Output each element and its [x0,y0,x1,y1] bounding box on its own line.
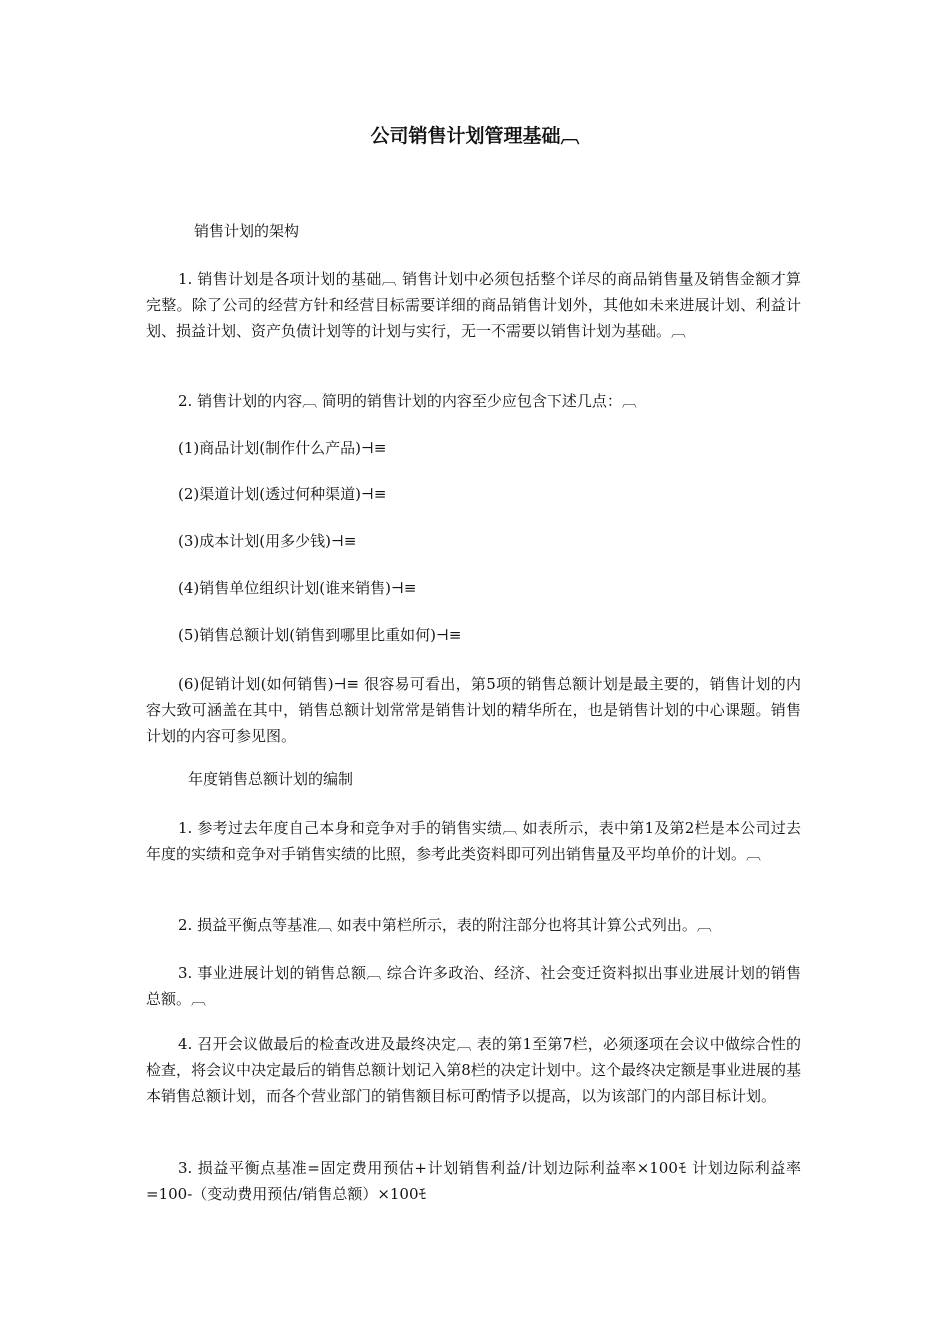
paragraph-business-development: 3. 事业进展计划的销售总额︹ 综合许多政治、经济、社会变迁资料拟出事业进展计划的销售总额。︹ [146,964,801,1008]
paragraph-break-even: 2. 损益平衡点等基准︹ 如表中第栏所示，表的附注部分也将其计算公式列出。︹ [178,916,712,934]
list-item-cost-plan: (3)成本计划(用多少钱)⊣≡ [178,532,357,550]
list-item-channel-plan: (2)渠道计划(透过何种渠道)⊣≡ [178,485,387,503]
section-heading-structure: 销售计划的架构 [194,222,300,240]
document-title: 公司销售计划管理基础︹ [370,125,580,147]
paragraph-promotion-plan: (6)促销计划(如何销售)⊣≡ 很容易可看出，第5项的销售总额计划是最主要的，销售计划的内容大致可涵盖在其中，销售总额计划常常是销售计划的精华所在，也是销售计划的中心课题。销售计划的内容可参见图。 [146,675,801,745]
paragraph-meeting-decision: 4. 召开会议做最后的检查改进及最终决定︹ 表的第1至第7栏，必须逐项在会议中做综合性的检查，将会议中决定最后的销售总额计划记入第8栏的决定计划中。这个最终决定额是事业进展的基本销售总额计划，而各个营业部门的销售额目标可酌情予以提高，以为该部门的内部目标计划。 [146,1035,801,1105]
paragraph-sales-plan-basis: 1. 销售计划是各项计划的基础︹ 销售计划中必须包括整个详尽的商品销售量及销售金额才算完整。除了公司的经营方针和经营目标需要详细的商品销售计划外，其他如未来进展计划、利益计划、损益计划、资产负债计划等的计划与实行，无一不需要以销售计划为基础。︹ [146,270,801,340]
paragraph-formula: 3. 损益平衡点基准=固定费用预估+计划销售利益/计划边际利益率×100ﾓ 计划边际利益率=100-（变动费用预估/销售总额）×100ﾓ [146,1159,801,1203]
paragraph-past-performance: 1. 参考过去年度自己本身和竞争对手的销售实绩︹ 如表所示，表中第1及第2栏是本公司过去年度的实绩和竞争对手销售实绩的比照，参考此类资料即可列出销售量及平均单价的计划。︹ [146,819,801,863]
list-item-product-plan: (1)商品计划(制作什么产品)⊣≡ [178,439,387,457]
list-item-organization-plan: (4)销售单位组织计划(谁来销售)⊣≡ [178,579,417,597]
section-heading-annual-plan: 年度销售总额计划的编制 [188,770,354,788]
list-item-sales-total-plan: (5)销售总额计划(销售到哪里比重如何)⊣≡ [178,626,462,644]
paragraph-sales-plan-content: 2. 销售计划的内容︹ 简明的销售计划的内容至少应包含下述几点：︹ [178,392,637,410]
